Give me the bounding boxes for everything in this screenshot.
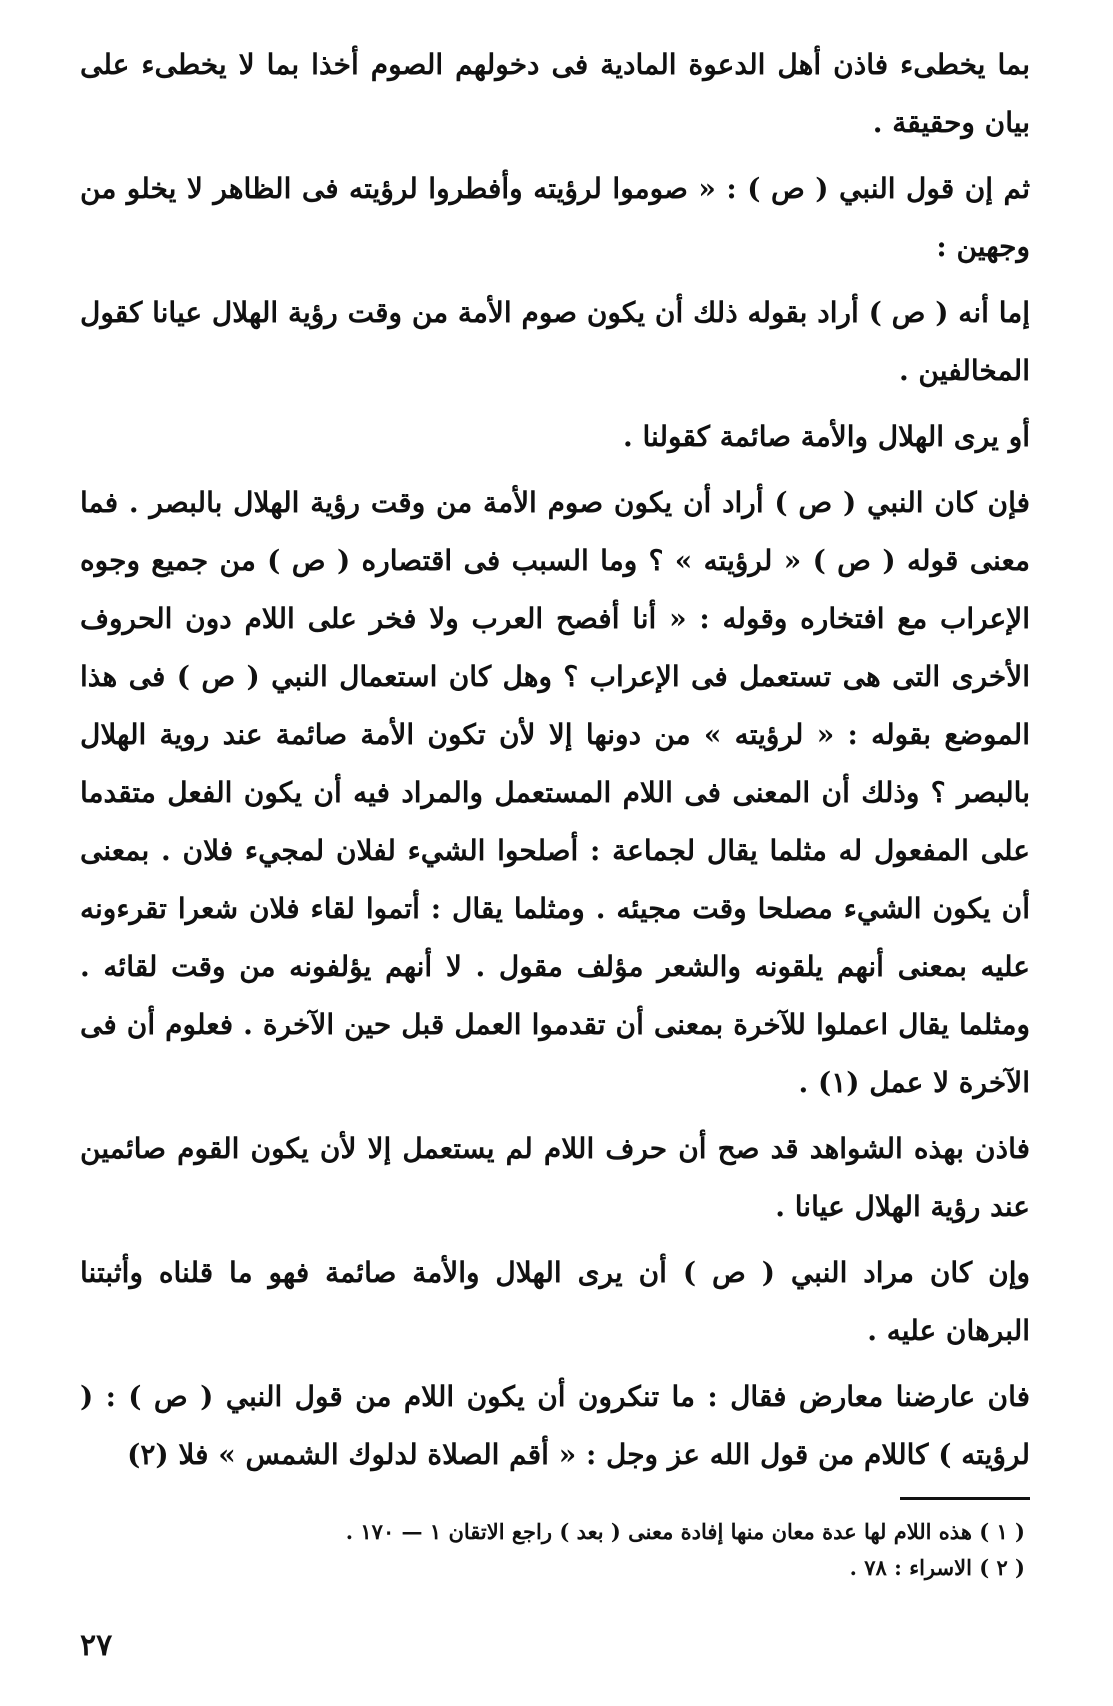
paragraph-8: فان عارضنا معارض فقال : ما تنكرون أن يكون اللام من قول النبي ( ص ) : ( لرؤيته ) كاللام من قول الله عز وجل : « أقم الصلاة لدلوك الشمس » فلا (٢) <box>80 1380 1030 1471</box>
paragraph-1: بما يخطىء فاذن أهل الدعوة المادية فى دخولهم الصوم أخذا بما لا يخطىء على بيان وحقيقة . <box>80 48 1030 139</box>
body-text <box>80 36 1030 1492</box>
paragraph-6: فاذن بهذه الشواهد قد صح أن حرف اللام لم يستعمل إلا لأن يكون القوم صائمين عند رؤية الهلال عيانا . <box>80 1132 1030 1223</box>
paragraph-7: وإن كان مراد النبي ( ص ) أن يرى الهلال والأمة صائمة فهو ما قلناه وأثبتنا البرهان عليه . <box>80 1256 1030 1347</box>
footnotes <box>80 1514 1025 1586</box>
paragraph-3: إما أنه ( ص ) أراد بقوله ذلك أن يكون صوم الأمة من وقت رؤية الهلال عيانا كقول المخالفين . <box>80 296 1030 387</box>
footnote-divider <box>900 1497 1030 1500</box>
paragraph-5: فإن كان النبي ( ص ) أراد أن يكون صوم الأمة من وقت رؤية الهلال بالبصر . فما معنى قوله ( ص ) « لرؤيته » ؟ وما السبب فى اقتصاره ( ص ) من جميع وجوه الإعراب مع افتخاره وقوله : « أنا أفصح العرب ولا فخر على اللام دون الحروف الأخرى التى هى تستعمل فى الإعراب ؟ وهل كان استعمال النبي ( ص ) فى هذا الموضع بقوله : « لرؤيته » من دونها إلا لأن تكون الأمة صائمة عند روية الهلال بالبصر ؟ وذلك أن المعنى فى اللام المستعمل والمراد فيه أن يكون الفعل متقدما على المفعول له مثلما يقال لجماعة : أصلحوا الشيء لفلان لمجيء فلان . بمعنى أن يكون الشيء مصلحا وقت مجيئه . ومثلما يقال : أتموا لقاء فلان شعرا تقرءونه عليه بمعنى أنهم يلقونه والشعر مؤلف مقول . لا أنهم يؤلفونه من وقت لقائه . ومثلما يقال اعملوا للآخرة بمعنى أن تقدموا العمل قبل حين الآخرة . فعلوم أن فى الآخرة لا عمل (١) . <box>80 486 1030 1099</box>
paragraph-4: أو يرى الهلال والأمة صائمة كقولنا . <box>622 420 1030 453</box>
page-number: ٢٧ <box>80 1628 113 1663</box>
footnote-2: ( ٢ ) الاسراء : ٧٨ . <box>849 1555 1025 1580</box>
paragraph-2: ثم إن قول النبي ( ص ) : « صوموا لرؤيته وأفطروا لرؤيته فى الظاهر لا يخلو من وجهين : <box>80 172 1030 263</box>
footnote-1: ( ١ ) هذه اللام لها عدة معان منها إفادة معنى ( بعد ) راجع الاتقان ١ — ١٧٠ . <box>345 1519 1025 1544</box>
